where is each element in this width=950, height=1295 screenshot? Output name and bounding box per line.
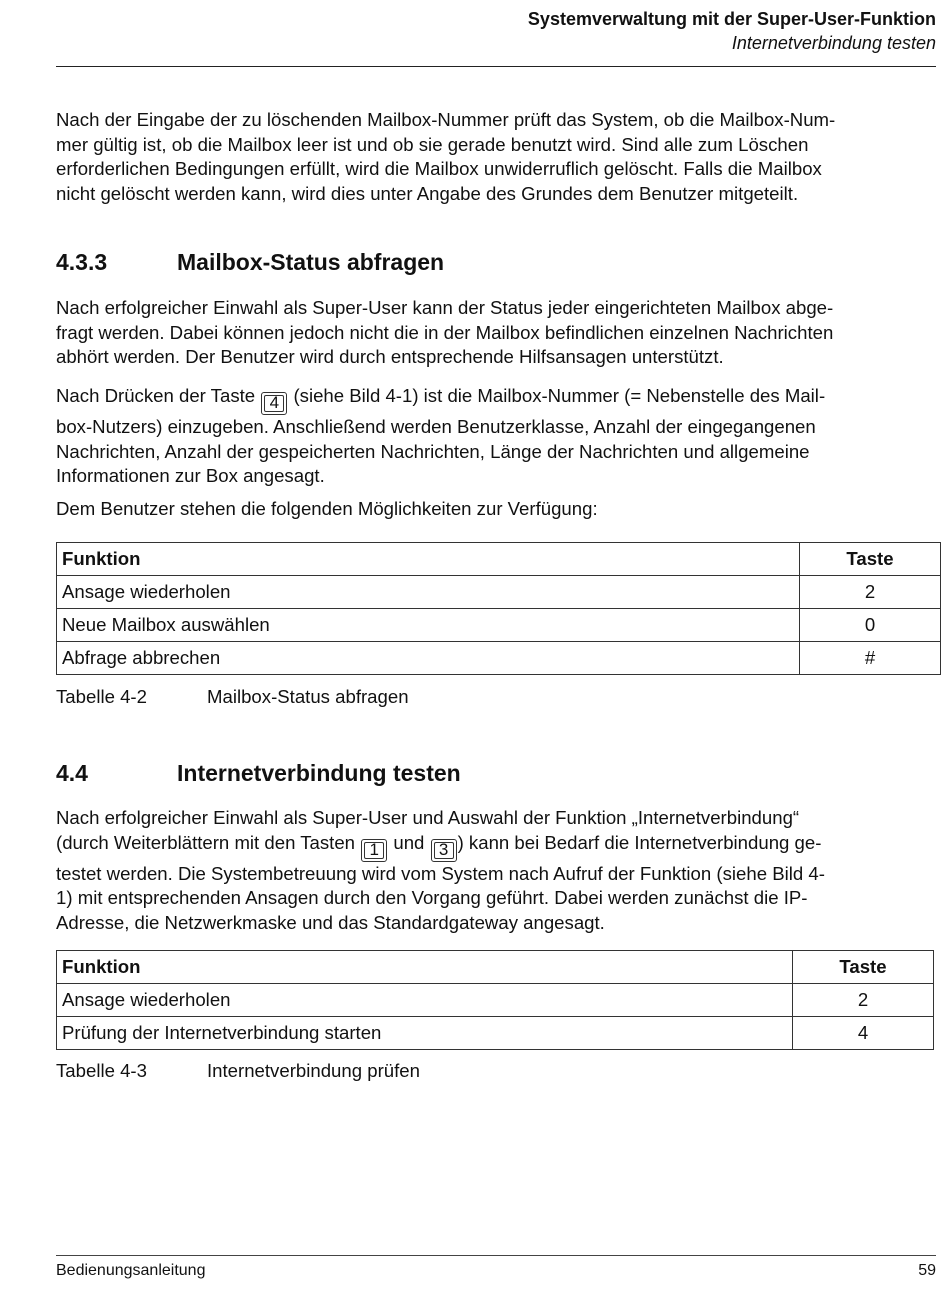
table-cell: Ansage wiederholen — [57, 984, 793, 1017]
intro-paragraph — [56, 108, 835, 206]
caption-label: Tabelle 4-3 — [56, 1060, 147, 1081]
table-cell: 2 — [800, 576, 941, 609]
table-caption — [56, 1059, 420, 1083]
table-header-cell: Funktion — [57, 543, 800, 576]
table-header-row — [57, 543, 941, 576]
function-table — [56, 950, 934, 1050]
table-row — [57, 642, 941, 675]
section-paragraph — [56, 806, 825, 935]
table-header-row — [57, 951, 934, 984]
table-cell: 4 — [793, 1017, 934, 1050]
section-paragraph — [56, 296, 833, 370]
table-header-cell: Taste — [800, 543, 941, 576]
caption-text: Internetverbindung prüfen — [207, 1060, 420, 1081]
function-table — [56, 542, 941, 675]
text-line: erforderlichen Bedingungen erfüllt, wird die Mailbox unwiderruflich gelöscht. Falls die Mailbox — [56, 158, 822, 179]
table-cell: Abfrage abbrechen — [57, 642, 800, 675]
table-cell: 0 — [800, 609, 941, 642]
section-paragraph: Dem Benutzer stehen die folgenden Möglichkeiten zur Verfügung: — [56, 498, 598, 519]
key-1-icon — [361, 839, 387, 862]
header-divider — [56, 66, 936, 67]
page-header — [56, 7, 936, 55]
section-title: Mailbox-Status abfragen — [177, 249, 445, 275]
inline-text: und — [393, 831, 425, 853]
page-number: 59 — [918, 1262, 936, 1279]
text-line: abhört werden. Der Benutzer wird durch entsprechende Hilfsansagen unterstützt. — [56, 346, 724, 367]
text-line: Nach erfolgreicher Einwahl als Super-User kann der Status jeder eingerichteten Mailbox abge- — [56, 297, 834, 318]
table-row — [57, 1017, 934, 1050]
table-row — [57, 576, 941, 609]
section-number: 4.3.3 — [56, 249, 108, 275]
text-line: fragt werden. Dabei können jedoch nicht die in der Mailbox befindlichen einzelnen Nachrichten — [56, 321, 834, 343]
table-caption — [56, 685, 409, 709]
key-3-icon — [431, 839, 457, 862]
text-line: nicht gelöscht werden kann, wird dies unter Angabe des Grundes dem Benutzer mitgeteilt. — [56, 182, 799, 204]
text-line: Nach der Eingabe der zu löschenden Mailbox-Nummer prüft das System, ob die Mailbox-Num- — [56, 109, 836, 130]
text-line: box-Nutzers) einzugeben. Anschließend werden Benutzerklasse, Anzahl der eingegangenen — [56, 416, 816, 437]
section-paragraph — [56, 384, 825, 489]
footer-divider — [56, 1255, 936, 1256]
inline-text: Nach Drücken der Taste — [56, 385, 256, 406]
table-cell: 2 — [793, 984, 934, 1017]
table-cell: # — [800, 642, 941, 675]
table-cell: Neue Mailbox auswählen — [57, 609, 800, 642]
inline-text: ) kann bei Bedarf die Internetverbindung ge- — [457, 831, 822, 853]
text-line: Nach erfolgreicher Einwahl als Super-User und Auswahl der Funktion „Internetverbindung“ — [56, 807, 800, 828]
text-line: Informationen zur Box angesagt. — [56, 465, 325, 486]
text-line: mer gültig ist, ob die Mailbox leer ist und ob sie gerade benutzt wird. Sind alle zum Löschen — [56, 133, 809, 155]
text-line: 1) mit entsprechenden Ansagen durch den Vorgang geführt. Dabei werden zunächst die IP- — [56, 887, 808, 908]
table-cell: Prüfung der Internetverbindung starten — [57, 1017, 793, 1050]
header-title: Systemverwaltung mit der Super-User-Funktion — [527, 9, 936, 29]
table-header-cell: Funktion — [57, 951, 793, 984]
text-line — [56, 384, 825, 415]
text-line: Adresse, die Netzwerkmaske und das Standardgateway angesagt. — [56, 911, 605, 933]
text-line — [56, 831, 825, 862]
inline-text: (siehe Bild 4-1) ist die Mailbox-Nummer (= Nebenstelle des Mail- — [293, 385, 826, 406]
key-4-icon — [261, 392, 287, 415]
table-row — [57, 984, 934, 1017]
key-label: 4 — [269, 393, 280, 412]
table-row — [57, 609, 941, 642]
inline-text: (durch Weiterblättern mit den Tasten — [56, 831, 356, 853]
key-label: 1 — [369, 839, 379, 859]
key-label: 3 — [438, 839, 449, 859]
text-line: testet werden. Die Systembetreuung wird vom System nach Aufruf der Funktion (siehe Bild 4- — [56, 862, 825, 884]
table-cell: Ansage wiederholen — [57, 576, 800, 609]
section-heading — [56, 759, 461, 787]
section-title: Internetverbindung testen — [177, 760, 461, 786]
caption-text: Mailbox-Status abfragen — [207, 686, 409, 707]
section-number: 4.4 — [56, 760, 88, 786]
table-header-cell: Taste — [793, 951, 934, 984]
footer-title: Bedienungsanleitung — [56, 1262, 206, 1279]
header-subtitle: Internetverbindung testen — [731, 33, 936, 53]
caption-label: Tabelle 4-2 — [56, 686, 147, 707]
text-line: Nachrichten, Anzahl der gespeicherten Nachrichten, Länge der Nachrichten und allgemeine — [56, 440, 810, 462]
section-heading — [56, 248, 444, 276]
